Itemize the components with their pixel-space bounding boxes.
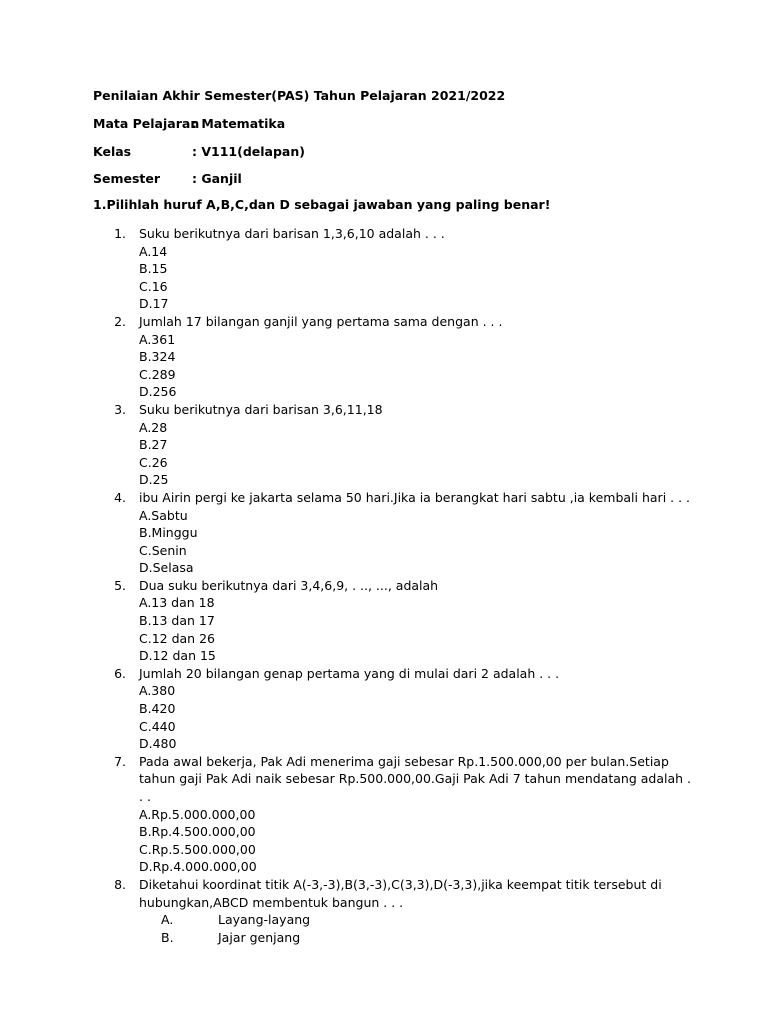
option: A.380 xyxy=(139,683,176,699)
option: A.361 xyxy=(139,331,176,347)
question-text: Pada awal bekerja, Pak Adi menerima gaji sebesar Rp.1.500.000,00 per bulan.Setiap tahun gaji Pak Adi naik sebesar Rp.500.000,00.Gaji Pak Adi 7 tahun mendatang adalah . . . xyxy=(139,753,691,804)
option: A.28 xyxy=(139,419,168,435)
question-item xyxy=(93,225,693,313)
option: B.13 dan 17 xyxy=(139,613,215,629)
question-list xyxy=(93,225,693,946)
question-item xyxy=(93,401,693,489)
option-text: Jajar genjang xyxy=(218,929,301,945)
option: A.14 xyxy=(139,243,168,259)
option: C.16 xyxy=(139,278,168,294)
option: A.13 dan 18 xyxy=(139,595,215,611)
question-number: 4. xyxy=(114,489,126,505)
question-text: Jumlah 17 bilangan ganjil yang pertama sama dengan . . . xyxy=(139,313,503,329)
question-text: Suku berikutnya dari barisan 3,6,11,18 xyxy=(139,401,383,417)
option xyxy=(139,911,693,929)
question-text: Dua suku berikutnya dari 3,4,6,9, . .., ..., adalah xyxy=(139,577,439,593)
question-number: 5. xyxy=(114,577,126,593)
question-number: 1. xyxy=(114,226,126,241)
question-item xyxy=(93,876,693,946)
option-text: Layang-layang xyxy=(218,912,311,928)
question-item xyxy=(93,313,693,401)
option: D.256 xyxy=(139,384,177,400)
option: B.27 xyxy=(139,437,168,453)
class-label: Kelas xyxy=(93,144,132,159)
option: D.Selasa xyxy=(139,560,194,576)
option: D.12 dan 15 xyxy=(139,648,216,664)
question-number: 3. xyxy=(114,401,126,417)
subject-value: : Matematika xyxy=(192,116,286,131)
option: B.15 xyxy=(139,261,168,277)
option: C.289 xyxy=(139,366,176,382)
subject-row xyxy=(93,115,286,132)
question-number: 2. xyxy=(114,313,126,329)
option: D.25 xyxy=(139,472,169,488)
exam-title: Penilaian Akhir Semester(PAS) Tahun Pelajaran 2021/2022 xyxy=(93,88,506,103)
option: D.17 xyxy=(139,296,169,312)
option: B.420 xyxy=(139,701,176,717)
question-item xyxy=(93,489,693,577)
question-text: Jumlah 20 bilangan genap pertama yang di mulai dari 2 adalah . . . xyxy=(139,665,560,681)
option xyxy=(139,929,693,947)
semester-label: Semester xyxy=(93,171,161,186)
option: C.Rp.5.500.000,00 xyxy=(139,841,256,857)
option: D.Rp.4.000.000,00 xyxy=(139,859,257,875)
question-number: 7. xyxy=(114,753,126,769)
option: B.324 xyxy=(139,349,176,365)
subject-label: Mata Pelajaran xyxy=(93,116,200,131)
option: C.12 dan 26 xyxy=(139,630,215,646)
option: A.Sabtu xyxy=(139,507,188,523)
question-text: ibu Airin pergi ke jakarta selama 50 hari.Jika ia berangkat hari sabtu ,ia kembali hari . . . xyxy=(139,489,691,505)
option: B.Minggu xyxy=(139,525,198,541)
question-number: 6. xyxy=(114,665,126,681)
option-letter: B. xyxy=(161,929,174,945)
option: D.480 xyxy=(139,736,177,752)
option: C.Senin xyxy=(139,542,187,558)
instruction: 1.Pilihlah huruf A,B,C,dan D sebagai jawaban yang paling benar! xyxy=(93,197,551,212)
class-row xyxy=(93,143,305,160)
question-text: Suku berikutnya dari barisan 1,3,6,10 adalah . . . xyxy=(139,226,445,241)
semester-value: : Ganjil xyxy=(192,171,242,186)
question-item xyxy=(93,665,693,753)
option: C.440 xyxy=(139,718,176,734)
question-number: 8. xyxy=(114,876,126,892)
question-text: Diketahui koordinat titik A(-3,-3),B(3,-3),C(3,3),D(-3,3),jika keempat titik tersebut di hubungkan,ABCD membentuk bangun . . . xyxy=(139,876,662,910)
class-value: : V111(delapan) xyxy=(192,144,305,159)
option: A.Rp.5.000.000,00 xyxy=(139,806,256,822)
option: C.26 xyxy=(139,454,168,470)
question-item xyxy=(93,577,693,665)
option-letter: A. xyxy=(161,912,174,928)
semester-row xyxy=(93,170,242,187)
option: B.Rp.4.500.000,00 xyxy=(139,824,256,840)
question-item xyxy=(93,753,693,876)
